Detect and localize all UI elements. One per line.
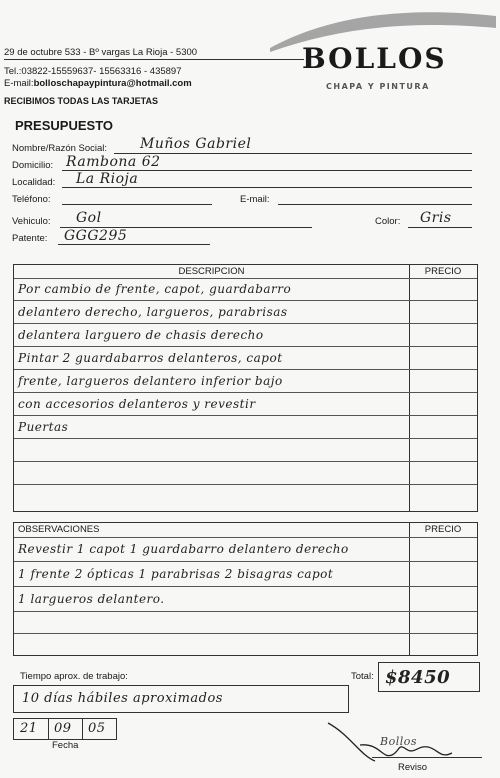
vehicle-value: Gol	[76, 210, 102, 226]
observation-line: Revestir 1 capot 1 guardabarro delantero derecho	[18, 542, 349, 556]
company-address: 29 de octubre 533 - Bº vargas La Rioja - 5300	[4, 47, 198, 58]
logo-tagline: CHAPA Y PINTURA	[326, 82, 430, 91]
locality-label: Localidad:	[12, 177, 56, 188]
description-table	[13, 264, 478, 512]
time-field[interactable]	[13, 685, 349, 713]
locality-field[interactable]	[62, 187, 472, 188]
date-month: 09	[54, 721, 72, 736]
email-label: E-mail:	[240, 194, 270, 205]
description-price-divider	[409, 265, 410, 511]
time-value: 10 días hábiles aproximados	[22, 691, 223, 706]
date-divider-2	[82, 719, 83, 739]
cards-notice: RECIBIMOS TODAS LAS TARJETAS	[4, 96, 159, 106]
email-prefix: E-mail:	[4, 78, 34, 89]
total-value: $8450	[385, 667, 451, 688]
observation-line: 1 largueros delantero.	[18, 592, 165, 606]
description-line: Puertas	[18, 420, 69, 434]
total-field[interactable]	[378, 662, 480, 692]
description-line: con accesorios delanteros y revestir	[18, 397, 256, 411]
signature-label: Reviso	[398, 762, 428, 773]
observations-price-header: PRECIO	[424, 524, 462, 535]
date-day: 21	[20, 721, 38, 736]
description-line: Por cambio de frente, capot, guardabarro	[18, 282, 292, 296]
phone-field[interactable]	[62, 204, 212, 205]
total-label: Total:	[351, 671, 374, 682]
description-line: frente, largueros delantero inferior bajo	[18, 374, 283, 388]
date-divider-1	[48, 719, 49, 739]
phone-label: Teléfono:	[12, 194, 51, 205]
color-value: Gris	[420, 210, 452, 226]
locality-value: La Rioja	[76, 171, 139, 187]
name-field[interactable]	[114, 153, 472, 154]
color-label: Color:	[375, 216, 401, 227]
page-title: PRESUPUESTO	[15, 118, 114, 133]
address-label: Domicilio:	[12, 160, 54, 171]
observations-table	[13, 522, 478, 656]
date-field[interactable]	[13, 718, 117, 740]
price-header: PRECIO	[424, 266, 462, 277]
company-logo	[268, 2, 498, 102]
time-label: Tiempo aprox. de trabajo:	[20, 671, 128, 682]
plate-value: GGG295	[64, 228, 128, 244]
signature	[320, 715, 490, 767]
vehicle-label: Vehiculo:	[12, 216, 51, 227]
logo-name: BOLLOS	[302, 42, 447, 75]
company-email: bolloschapaypintura@hotmail.com	[33, 78, 192, 89]
name-value: Muños Gabriel	[140, 136, 252, 152]
color-field[interactable]	[408, 227, 472, 228]
address-value: Rambona 62	[66, 154, 161, 170]
description-line: delantera larguero de chasis derecho	[18, 328, 264, 342]
description-line: Pintar 2 guardabarros delanteros, capot	[18, 351, 283, 365]
company-email-line	[4, 78, 192, 90]
date-label: Fecha	[52, 740, 79, 751]
name-label: Nombre/Razón Social:	[12, 143, 108, 154]
description-header: DESCRIPCION	[178, 266, 245, 277]
observations-header: OBSERVACIONES	[18, 524, 100, 535]
company-phone: Tel.:03822-15559637- 15563316 - 435897	[4, 66, 182, 77]
description-line: delantero derecho, largueros, parabrisas	[18, 305, 288, 319]
email-field[interactable]	[278, 204, 472, 205]
signature-value: Bollos	[380, 735, 418, 748]
observations-price-divider	[409, 523, 410, 655]
plate-label: Patente:	[12, 233, 48, 244]
observation-line: 1 frente 2 ópticas 1 parabrisas 2 bisagras capot	[18, 567, 334, 581]
date-year: 05	[88, 721, 106, 736]
header-divider	[4, 59, 304, 60]
signature-line	[372, 757, 482, 758]
plate-field[interactable]	[58, 244, 210, 245]
